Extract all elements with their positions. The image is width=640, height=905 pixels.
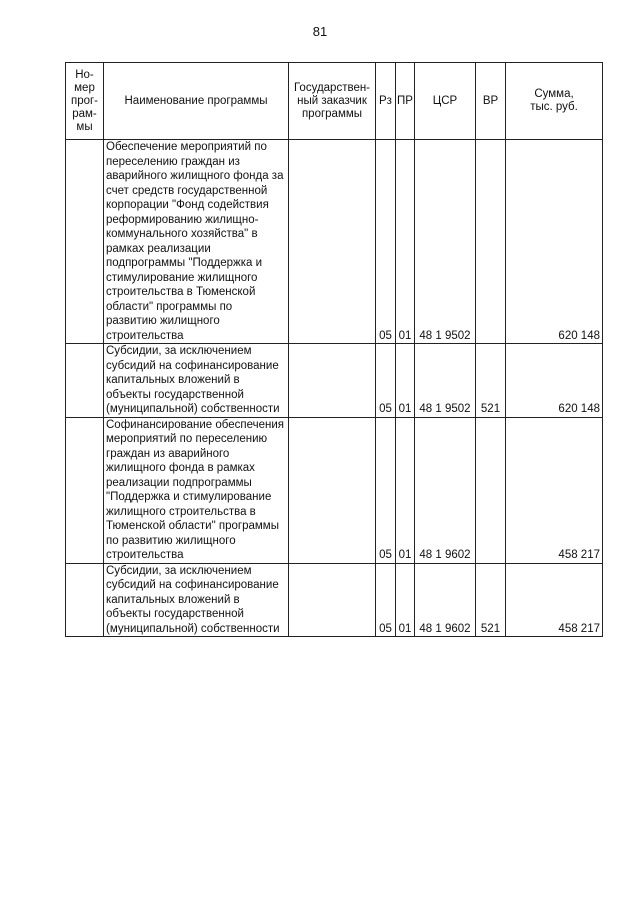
- header-csr: ЦСР: [415, 63, 476, 140]
- header-row: [66, 63, 603, 140]
- sum-cell: 458 217: [506, 563, 603, 637]
- state-customer-cell: [289, 417, 376, 563]
- pr-cell: 01: [396, 563, 415, 637]
- rz-cell: 05: [376, 344, 396, 418]
- vr-cell: [476, 140, 506, 344]
- program-number-cell: [66, 417, 104, 563]
- program-number-cell: [66, 344, 104, 418]
- vr-cell: [476, 417, 506, 563]
- csr-cell: 48 1 9602: [415, 417, 476, 563]
- header-pr: ПР: [396, 63, 415, 140]
- program-name-cell: Субсидии, за исключением субсидий на софинансирование капитальных вложений в объекты государственной (муниципальной) собственности: [104, 563, 289, 637]
- header-program-name: Наименование программы: [104, 63, 289, 140]
- page-number: 81: [312, 24, 328, 39]
- csr-cell: 48 1 9602: [415, 563, 476, 637]
- header-vr: ВР: [476, 63, 506, 140]
- program-number-cell: [66, 140, 104, 344]
- header-program-number: Но- мер прог- рам- мы: [66, 63, 104, 140]
- sum-cell: 620 148: [506, 344, 603, 418]
- state-customer-cell: [289, 140, 376, 344]
- state-customer-cell: [289, 344, 376, 418]
- program-number-cell: [66, 563, 104, 637]
- program-name-cell: Субсидии, за исключением субсидий на софинансирование капитальных вложений в объекты государственной (муниципальной) собственности: [104, 344, 289, 418]
- pr-cell: 01: [396, 344, 415, 418]
- state-customer-cell: [289, 563, 376, 637]
- header-sum: Сумма, тыс. руб.: [506, 63, 603, 140]
- rz-cell: 05: [376, 140, 396, 344]
- header-state-customer: Государствен- ный заказчик программы: [289, 63, 376, 140]
- table-row: [66, 417, 603, 563]
- table-row: [66, 344, 603, 418]
- table-row: [66, 563, 603, 637]
- pr-cell: 01: [396, 417, 415, 563]
- sum-cell: 620 148: [506, 140, 603, 344]
- table-row: [66, 140, 603, 344]
- pr-cell: 01: [396, 140, 415, 344]
- csr-cell: 48 1 9502: [415, 140, 476, 344]
- program-name-cell: Софинансирование обеспечения мероприятий по переселению граждан из аварийного жилищного фонда в рамках реализации подпрограммы "Поддержка и стимулирование жилищного строительства в Тюменской области" программы по развитию жилищного строительства: [104, 417, 289, 563]
- vr-cell: 521: [476, 344, 506, 418]
- budget-table: [65, 62, 603, 637]
- header-rz: Рз: [376, 63, 396, 140]
- rz-cell: 05: [376, 563, 396, 637]
- rz-cell: 05: [376, 417, 396, 563]
- vr-cell: 521: [476, 563, 506, 637]
- sum-cell: 458 217: [506, 417, 603, 563]
- program-name-cell: Обеспечение мероприятий по переселению граждан из аварийного жилищного фонда за счет средств государственной корпорации "Фонд содействия реформированию жилищно-коммунального хозяйства" в рамках реализации подпрограммы "Поддержка и стимулирование жилищного строительства в Тюменской области" программы по развитию жилищного строительства: [104, 140, 289, 344]
- csr-cell: 48 1 9502: [415, 344, 476, 418]
